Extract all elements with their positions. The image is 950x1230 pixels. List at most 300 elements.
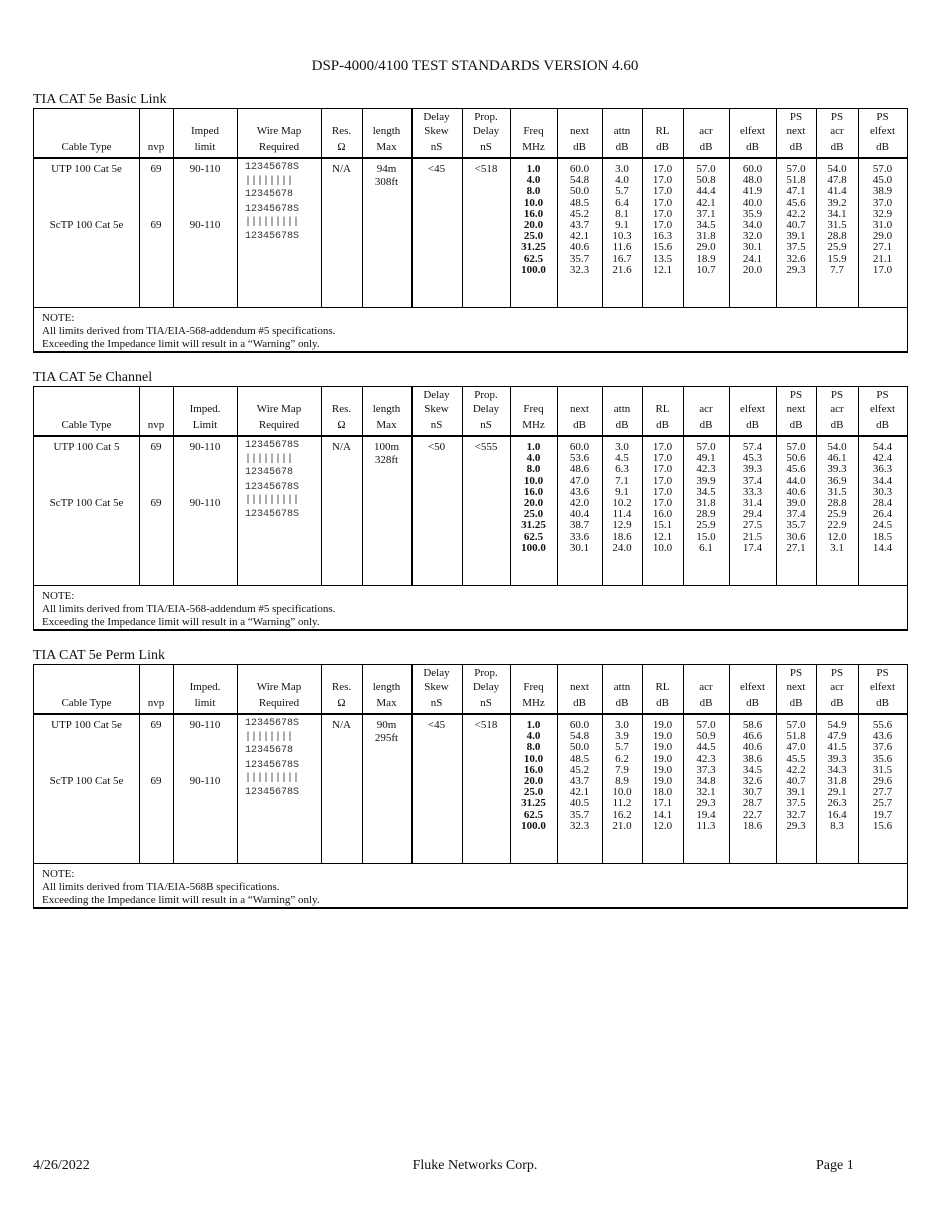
column-divider xyxy=(139,665,140,713)
header-line: Res. xyxy=(331,125,352,137)
limit-value: 42.1 xyxy=(569,230,590,243)
column-divider xyxy=(462,109,463,157)
header-line: Limit xyxy=(192,419,218,431)
column-divider xyxy=(816,665,817,713)
cable-type: UTP 100 Cat 5e xyxy=(51,719,122,731)
column-divider xyxy=(411,437,413,585)
header-line: elfext xyxy=(869,403,896,415)
limit-value: 17.1 xyxy=(652,797,673,810)
header-line: nS xyxy=(430,419,443,431)
header-cell xyxy=(510,665,557,713)
header-line: attn xyxy=(613,681,631,693)
header-line: next xyxy=(786,125,806,137)
header-line: PS xyxy=(789,667,803,679)
limit-value: 29.3 xyxy=(786,263,806,276)
limit-value: 12.0 xyxy=(652,819,673,832)
limit-value: 37.4 xyxy=(786,508,806,521)
section-0 xyxy=(33,92,908,353)
column-divider xyxy=(411,387,413,435)
limit-value: 17.0 xyxy=(652,196,673,209)
header-cell xyxy=(776,387,816,435)
limit-value: 18.6 xyxy=(742,819,763,832)
header-line: next xyxy=(786,403,806,415)
wire-map-line: ||||||||| xyxy=(245,495,300,507)
limit-value: 43.6 xyxy=(569,485,590,498)
header-line: acr xyxy=(699,403,713,415)
limit-value: 37.1 xyxy=(696,207,716,220)
header-line: PS xyxy=(876,389,889,401)
limit-value: 45.2 xyxy=(569,207,590,220)
wire-map-line: 12345678S xyxy=(245,162,300,173)
impedance-limit: 90-110 xyxy=(189,219,221,231)
header-cell xyxy=(602,665,642,713)
header-line: Freq xyxy=(523,403,544,415)
header-line: Imped. xyxy=(189,403,221,415)
header-line: Prop. xyxy=(474,111,498,123)
note-line: Exceeding the Impedance limit will result in a “Warning” only. xyxy=(42,616,320,628)
header-line: MHz xyxy=(522,141,545,153)
header-cell xyxy=(321,109,362,157)
header-line: acr xyxy=(830,125,844,137)
column-divider xyxy=(237,159,238,307)
limit-value: 7.9 xyxy=(615,763,629,776)
note-line: All limits derived from TIA/EIA-568-addendum #5 specifications. xyxy=(42,325,336,337)
header-line: dB xyxy=(699,419,713,431)
limit-value: 39.2 xyxy=(827,196,847,209)
column-divider xyxy=(816,109,817,157)
wire-map-line: ||||||||| xyxy=(245,773,300,785)
column-divider xyxy=(729,109,730,157)
limit-value: 40.0 xyxy=(742,196,763,209)
column-divider xyxy=(729,387,730,435)
table-header xyxy=(34,387,907,437)
limit-value: 33.3 xyxy=(742,485,763,498)
frequency-value: 62.5 xyxy=(523,530,544,543)
column-divider xyxy=(557,109,558,157)
header-line: Freq xyxy=(523,681,544,693)
limit-value: 42.4 xyxy=(872,452,893,465)
table-body xyxy=(34,437,907,585)
limit-value: 45.5 xyxy=(786,752,806,765)
header-line: dB xyxy=(830,419,844,431)
note-line: NOTE: xyxy=(42,312,75,324)
note-box xyxy=(34,863,907,907)
limit-value: 17.0 xyxy=(652,174,673,187)
delay-skew-value: <50 xyxy=(427,441,446,453)
limit-value: 54.4 xyxy=(872,441,893,453)
limit-value: 37.4 xyxy=(742,474,763,487)
header-line: Imped xyxy=(190,125,220,137)
header-line: MHz xyxy=(522,419,545,431)
header-cell xyxy=(816,665,858,713)
nvp-value: 69 xyxy=(150,497,162,509)
limit-value: 29.1 xyxy=(827,786,847,799)
limit-value: 51.8 xyxy=(786,730,806,743)
length-max-m: 94m xyxy=(376,163,397,175)
impedance-limit: 90-110 xyxy=(189,163,221,175)
header-line: PS xyxy=(830,389,844,401)
limit-value: 32.9 xyxy=(872,207,893,220)
section-1 xyxy=(33,370,908,631)
limit-value: 30.7 xyxy=(742,786,763,799)
frequency-value: 8.0 xyxy=(526,463,541,476)
note-line: NOTE: xyxy=(42,590,75,602)
header-line: nS xyxy=(430,141,443,153)
limit-value: 15.9 xyxy=(827,252,847,265)
column-divider xyxy=(683,109,684,157)
note-line: NOTE: xyxy=(42,868,75,880)
header-line: dB xyxy=(876,419,889,431)
header-cell xyxy=(683,109,729,157)
limit-value: 32.0 xyxy=(742,230,763,243)
header-line: Prop. xyxy=(474,667,498,679)
length-max-ft: 328ft xyxy=(374,454,399,467)
table-body xyxy=(34,715,907,863)
limit-value: 3.9 xyxy=(615,730,629,743)
limit-value: 54.9 xyxy=(827,719,847,731)
limit-value: 17.0 xyxy=(652,219,673,231)
header-line: Freq xyxy=(523,125,544,137)
limit-value: 15.6 xyxy=(652,241,673,254)
limit-value: 9.1 xyxy=(615,485,629,498)
column-divider xyxy=(173,715,174,863)
frequency-value: 31.25 xyxy=(521,241,546,254)
limit-value: 6.1 xyxy=(699,541,713,554)
limit-value: 17.0 xyxy=(652,485,673,498)
header-cell xyxy=(683,387,729,435)
header-line: dB xyxy=(573,697,586,709)
column-divider xyxy=(237,665,238,713)
limit-value: 29.0 xyxy=(872,230,893,243)
header-line: RL xyxy=(655,681,670,693)
header-cell xyxy=(642,387,683,435)
nvp-value: 69 xyxy=(150,719,162,731)
limit-value: 31.5 xyxy=(872,763,893,776)
spec-table xyxy=(33,664,908,909)
limit-value: 11.2 xyxy=(612,797,632,810)
footer-company: Fluke Networks Corp. xyxy=(412,1158,538,1173)
limit-value: 27.1 xyxy=(872,241,893,254)
column-divider xyxy=(683,665,684,713)
limit-value: 28.4 xyxy=(872,497,893,509)
limit-value: 8.3 xyxy=(830,819,844,832)
note-box xyxy=(34,585,907,629)
limit-value: 42.2 xyxy=(786,207,806,220)
header-line: dB xyxy=(789,141,803,153)
limit-value: 36.9 xyxy=(827,474,847,487)
limit-value: 16.7 xyxy=(612,252,632,265)
limit-value: 41.5 xyxy=(827,741,847,754)
limit-value: 35.7 xyxy=(569,252,590,265)
limit-value: 12.1 xyxy=(652,263,673,276)
limit-value: 35.7 xyxy=(786,519,806,532)
limit-value: 39.1 xyxy=(786,786,806,799)
column-divider xyxy=(858,387,859,435)
header-cell xyxy=(139,109,173,157)
column-divider xyxy=(642,387,643,435)
header-cell xyxy=(362,387,411,435)
limit-value: 28.8 xyxy=(827,230,847,243)
limit-value: 6.4 xyxy=(615,196,629,209)
column-divider xyxy=(462,387,463,435)
limit-value: 11.6 xyxy=(612,241,632,254)
limit-value: 19.4 xyxy=(696,808,716,821)
limit-value: 27.5 xyxy=(742,519,763,532)
header-line: nvp xyxy=(147,419,165,431)
wire-map-line: |||||||| xyxy=(245,175,294,187)
header-line: PS xyxy=(876,667,889,679)
limit-value: 47.0 xyxy=(786,741,806,754)
header-line: Prop. xyxy=(474,389,498,401)
header-line: dB xyxy=(615,419,629,431)
limit-value: 57.0 xyxy=(696,163,716,175)
column-divider xyxy=(462,715,463,863)
header-line: elfext xyxy=(739,403,766,415)
column-divider xyxy=(411,715,413,863)
limit-value: 47.8 xyxy=(827,174,847,187)
header-cell xyxy=(237,665,321,713)
header-cell xyxy=(362,109,411,157)
header-line: nS xyxy=(480,697,492,709)
nvp-value: 69 xyxy=(150,219,162,231)
limit-value: 60.0 xyxy=(569,719,590,731)
limit-value: 8.1 xyxy=(615,207,629,220)
header-line: next xyxy=(570,125,589,137)
prop-delay-value: <518 xyxy=(474,719,498,731)
limit-value: 29.3 xyxy=(786,819,806,832)
limit-value: 39.0 xyxy=(786,497,806,509)
header-cell xyxy=(34,387,139,435)
header-line: nvp xyxy=(147,141,165,153)
header-line: dB xyxy=(656,141,669,153)
limit-value: 25.7 xyxy=(872,797,893,810)
limit-value: 6.2 xyxy=(615,752,629,765)
column-divider xyxy=(858,109,859,157)
limit-value: 18.9 xyxy=(696,252,716,265)
cable-type: ScTP 100 Cat 5e xyxy=(49,775,124,787)
prop-delay-value: <518 xyxy=(474,163,498,175)
limit-value: 43.6 xyxy=(872,730,893,743)
limit-value: 5.7 xyxy=(615,741,629,754)
section-title: TIA CAT 5e Basic Link xyxy=(33,92,167,107)
limit-value: 17.0 xyxy=(652,185,673,198)
header-cell xyxy=(557,387,602,435)
column-divider xyxy=(602,387,603,435)
limit-value: 17.4 xyxy=(742,541,763,554)
column-divider xyxy=(139,715,140,863)
column-divider xyxy=(411,159,413,307)
header-cell xyxy=(173,665,237,713)
limit-value: 29.4 xyxy=(742,508,763,521)
header-line: dB xyxy=(656,419,669,431)
header-cell xyxy=(729,665,776,713)
header-line: Wire Map xyxy=(256,125,302,137)
header-cell xyxy=(683,665,729,713)
limit-value: 31.8 xyxy=(696,230,716,243)
limit-value: 25.9 xyxy=(696,519,716,532)
length-max-m: 100m xyxy=(373,441,400,453)
note-line: All limits derived from TIA/EIA-568-addendum #5 specifications. xyxy=(42,603,336,615)
header-cell xyxy=(462,665,510,713)
header-line: dB xyxy=(699,697,713,709)
limit-value: 17.0 xyxy=(652,207,673,220)
limit-value: 18.6 xyxy=(612,530,632,543)
frequency-value: 16.0 xyxy=(523,763,544,776)
header-line: elfext xyxy=(869,125,896,137)
limit-value: 10.3 xyxy=(612,230,632,243)
header-line: dB xyxy=(656,697,669,709)
section-2 xyxy=(33,648,908,909)
limit-value: 7.1 xyxy=(615,474,629,487)
limit-value: 37.0 xyxy=(872,196,893,209)
header-line: Required xyxy=(258,141,300,153)
header-cell xyxy=(321,665,362,713)
header-cell xyxy=(602,387,642,435)
limit-value: 45.0 xyxy=(872,174,893,187)
limit-value: 48.5 xyxy=(569,196,590,209)
column-divider xyxy=(411,109,413,157)
header-line: length xyxy=(372,403,401,415)
frequency-value: 62.5 xyxy=(523,252,544,265)
wire-map-line: |||||||| xyxy=(245,731,294,743)
nvp-value: 69 xyxy=(150,163,162,175)
column-divider xyxy=(139,109,140,157)
table-body xyxy=(34,159,907,307)
header-cell xyxy=(557,109,602,157)
section-title: TIA CAT 5e Perm Link xyxy=(33,648,165,663)
header-cell xyxy=(173,387,237,435)
limit-value: 15.0 xyxy=(696,530,716,543)
header-line: next xyxy=(570,403,589,415)
header-cell xyxy=(602,109,642,157)
frequency-value: 8.0 xyxy=(526,741,541,754)
header-cell xyxy=(173,109,237,157)
limit-value: 44.0 xyxy=(786,474,806,487)
limit-value: 21.6 xyxy=(612,263,632,276)
limit-value: 10.0 xyxy=(652,541,673,554)
header-line: Wire Map xyxy=(256,403,302,415)
header-cell xyxy=(776,109,816,157)
column-divider xyxy=(557,665,558,713)
column-divider xyxy=(362,387,363,435)
limit-value: 37.5 xyxy=(786,241,806,254)
limit-value: 8.9 xyxy=(615,775,629,787)
header-line: dB xyxy=(573,141,586,153)
limit-value: 42.2 xyxy=(786,763,806,776)
note-line: Exceeding the Impedance limit will result in a “Warning” only. xyxy=(42,894,320,906)
header-line: PS xyxy=(789,111,803,123)
limit-value: 47.1 xyxy=(786,185,806,198)
header-cell xyxy=(411,387,462,435)
limit-value: 57.0 xyxy=(872,163,893,175)
limit-value: 7.7 xyxy=(830,263,844,276)
column-divider xyxy=(173,109,174,157)
limit-value: 45.6 xyxy=(786,196,806,209)
limit-value: 19.7 xyxy=(872,808,893,821)
frequency-value: 20.0 xyxy=(523,497,544,509)
limit-value: 57.0 xyxy=(786,163,806,175)
frequency-value: 20.0 xyxy=(523,775,544,787)
column-divider xyxy=(139,437,140,585)
limit-value: 19.0 xyxy=(652,730,673,743)
header-line: Required xyxy=(258,419,300,431)
limit-value: 50.0 xyxy=(569,185,590,198)
limit-value: 32.3 xyxy=(569,819,590,832)
limit-value: 34.5 xyxy=(696,219,716,231)
column-divider xyxy=(510,109,511,157)
header-cell xyxy=(816,109,858,157)
limit-value: 29.0 xyxy=(696,241,716,254)
resistance-value: N/A xyxy=(332,163,351,175)
table-header xyxy=(34,109,907,159)
wire-map-line: 12345678 xyxy=(245,745,294,756)
header-line: Cable Type xyxy=(61,697,112,709)
limit-value: 31.8 xyxy=(696,497,716,509)
limit-value: 3.0 xyxy=(615,441,629,453)
limit-value: 9.1 xyxy=(615,219,629,231)
limit-value: 30.3 xyxy=(872,485,893,498)
limit-value: 57.0 xyxy=(786,719,806,731)
header-line: Delay xyxy=(423,111,450,123)
header-cell xyxy=(729,387,776,435)
limit-value: 39.9 xyxy=(696,474,716,487)
limit-value: 39.3 xyxy=(827,752,847,765)
column-divider xyxy=(816,387,817,435)
header-line: limit xyxy=(194,141,216,153)
header-cell xyxy=(557,665,602,713)
header-line: acr xyxy=(699,681,713,693)
header-cell xyxy=(34,665,139,713)
header-line: RL xyxy=(655,403,670,415)
header-line: dB xyxy=(830,697,844,709)
column-divider xyxy=(173,437,174,585)
frequency-value: 25.0 xyxy=(523,786,544,799)
limit-value: 12.1 xyxy=(652,530,673,543)
limit-value: 22.7 xyxy=(742,808,763,821)
header-line: nvp xyxy=(147,697,165,709)
limit-value: 28.8 xyxy=(827,497,847,509)
header-cell xyxy=(462,109,510,157)
limit-value: 34.1 xyxy=(827,207,847,220)
limit-value: 30.1 xyxy=(569,541,590,554)
column-divider xyxy=(321,387,322,435)
header-line: nS xyxy=(430,697,443,709)
limit-value: 11.4 xyxy=(612,508,632,521)
table-header xyxy=(34,665,907,715)
limit-value: 32.7 xyxy=(786,808,806,821)
header-line: dB xyxy=(746,419,759,431)
header-cell xyxy=(858,387,907,435)
limit-value: 18.5 xyxy=(872,530,893,543)
limit-value: 48.6 xyxy=(569,463,590,476)
limit-value: 4.5 xyxy=(615,452,629,465)
limit-value: 37.6 xyxy=(872,741,893,754)
header-line: dB xyxy=(746,141,759,153)
frequency-value: 1.0 xyxy=(526,163,541,175)
limit-value: 46.6 xyxy=(742,730,763,743)
limit-value: 41.4 xyxy=(827,185,847,198)
nvp-value: 69 xyxy=(150,441,162,453)
column-divider xyxy=(729,665,730,713)
header-line: Required xyxy=(258,697,300,709)
limit-value: 16.0 xyxy=(652,508,673,521)
limit-value: 19.0 xyxy=(652,775,673,787)
limit-value: 22.9 xyxy=(827,519,847,532)
header-line: Res. xyxy=(331,403,352,415)
limit-value: 42.1 xyxy=(696,196,716,209)
resistance-value: N/A xyxy=(332,719,351,731)
limit-value: 41.9 xyxy=(742,185,763,198)
